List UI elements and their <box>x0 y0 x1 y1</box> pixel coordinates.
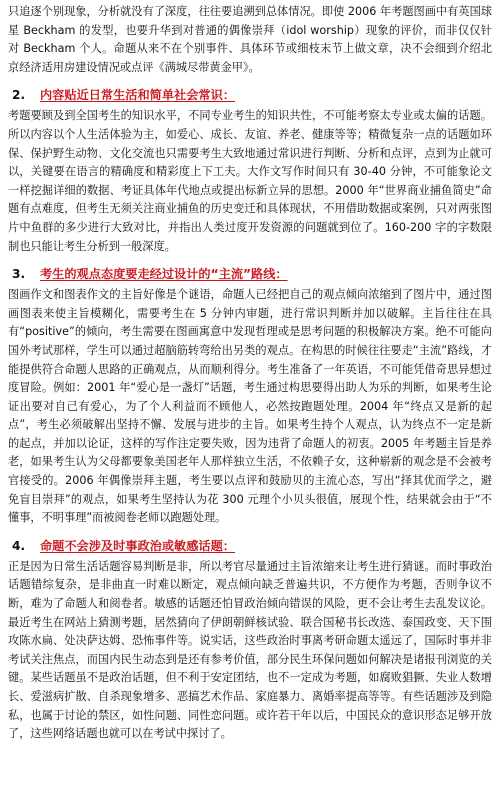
intro-paragraph: 只追逐个别现象，分析就没有了深度，往往要追溯到总体情况。即使 2006 年考题图画中有英国球星 Beckham 的发型，也要升华到对普通的偶像崇拜（idol worship）现象的评价，而非仅仅针对 Beckham 个人。命题从来不在个别事件、具体环节或细枝末节上做文章，决不会细到介绍北京经济适用房建设情况或点评《满城尽带黄金甲》。 <box>8 5 492 74</box>
section-heading <box>12 86 492 104</box>
section-number: 2. <box>12 88 26 103</box>
section-title: 命题不会涉及时事政治或敏感话题： <box>40 538 235 553</box>
section-heading <box>12 537 492 555</box>
section-body: 考题要顾及到全国考生的知识水平，不同专业考生的知识共性，不可能考察太专业或太偏的话题。所以内容以个人生活体验为主，如爱心、成长、友谊、养老、健康等等；精微复杂一点的话题如环保、保护野生动物、文化交流也只需要考生大致地通过常识进行判断、分析和点评，点到为止就可以，关键要在语言的精确度和精彩度上下工夫。大作文写作时间只有 30-40 分钟，不可能象论文一样挖掘详细的数据、考证具体年代地点或提出标新立异的思想。2000 年“世界商业捕鱼简史”命题有点难度，但考生无须关注商业捕鱼的历史变迁和具体现状，不用借助数据或案例，只对两张图片中鱼群的多少进行大致对比，并指出人类过度开发资源的问题就到位了。160-200 字的字数限制也只能让考生分析到一般深度。 <box>8 109 492 253</box>
section-heading <box>12 265 492 283</box>
section-title: 内容贴近日常生活和简单社会常识： <box>40 88 235 103</box>
section-body: 图画作文和图表作文的主旨好像是个谜语，命题人已经把自己的观点倾向浓缩到了图片中，通过图画图表来使主旨模糊化，需要考生在 5 分钟内审题，进行常识判断并加以破解。主旨往往在具有“positive”的倾向，考生需要在图画寓意中发现哲理或是思考问题的积极解决方案。绝不可能向国外考试那样，学生可以通过超脑筋转弯给出另类的观点。在构思的时候往往要走“主流”路线，才能提供符合命题人思路的正确观点，从而顺利得分。考生准备了一年英语，不可能凭借奇思异想过度冒险。例如：2001 年“爱心是一盏灯”话题，考生通过构思要得出助人为乐的判断，如果考生论证出要对自己有爱心，为了个人利益而不顾他人，必然按跑题处理。2004 年“终点又是新的起点”，考生必须破解出坚持不懈、发展与进步的主旨。如果考生持个人观点，认为终点不一定是新的起点，并加以论证，这样的写作注定要失败，因为违背了命题人的初衷。2005 年考题主旨是养老，如果考生认为父母都要象美国老年人那样独立生活，不依赖子女，这种崭新的观念是不会被考官接受的。2006 年偶像崇拜主题，考生要以点评和鼓励贝的主流心态，写出“择其优而学之，避免盲目崇拜”的观点，如果考生坚持认为花 300 元理个小贝头很值，展现个性，结果就会由于“不懂事，不明事理”而被阅卷老师以跑题处理。 <box>8 288 492 525</box>
section-number: 3. <box>12 267 26 282</box>
section-title: 考生的观点态度要走经过设计的“主流”路线： <box>40 267 288 282</box>
section-body: 正是因为日常生活话题容易判断是非，所以考官尽量通过主旨浓缩来让考生进行猜谜。而时事政治话题错综复杂，是非曲直一时难以断定，观点倾向缺乏普遍共识，不方便作为考题，否则争议不断，难为了命题人和阅卷者。敏感的话题还怕冒政治倾向错误的风险，更不会让考生去乱发议论。最近考生在网站上猜测考题，居然猜向了伊朗朝鲜核试验、联合国秘书长改选、泰国政变、天下围攻陈水扁、处决萨达姆、恐怖事件等。说实话，这些政治时事离考研命题太遥远了，国际时事并非考试关注焦点，而国内民生动态到是还有参考价值，部分民生环保问题如何解决是诸报刊浏览的关键。某些话题虽不是政治话题，但不利于安定团结，也不一定成为考题，如腐败猖獗、失业人数增长、爱滋病扩散、自杀现象增多、恶搞艺术作品、家庭暴力、离婚率提高等等。有些话题涉及到隐私，也属于讨论的禁区，如性问题、同性恋问题。或许若干年以后，中国民众的意识形态足够开放了，这些网络话题也就可以在考试中探讨了。 <box>8 559 492 741</box>
section-number: 4. <box>12 538 26 553</box>
